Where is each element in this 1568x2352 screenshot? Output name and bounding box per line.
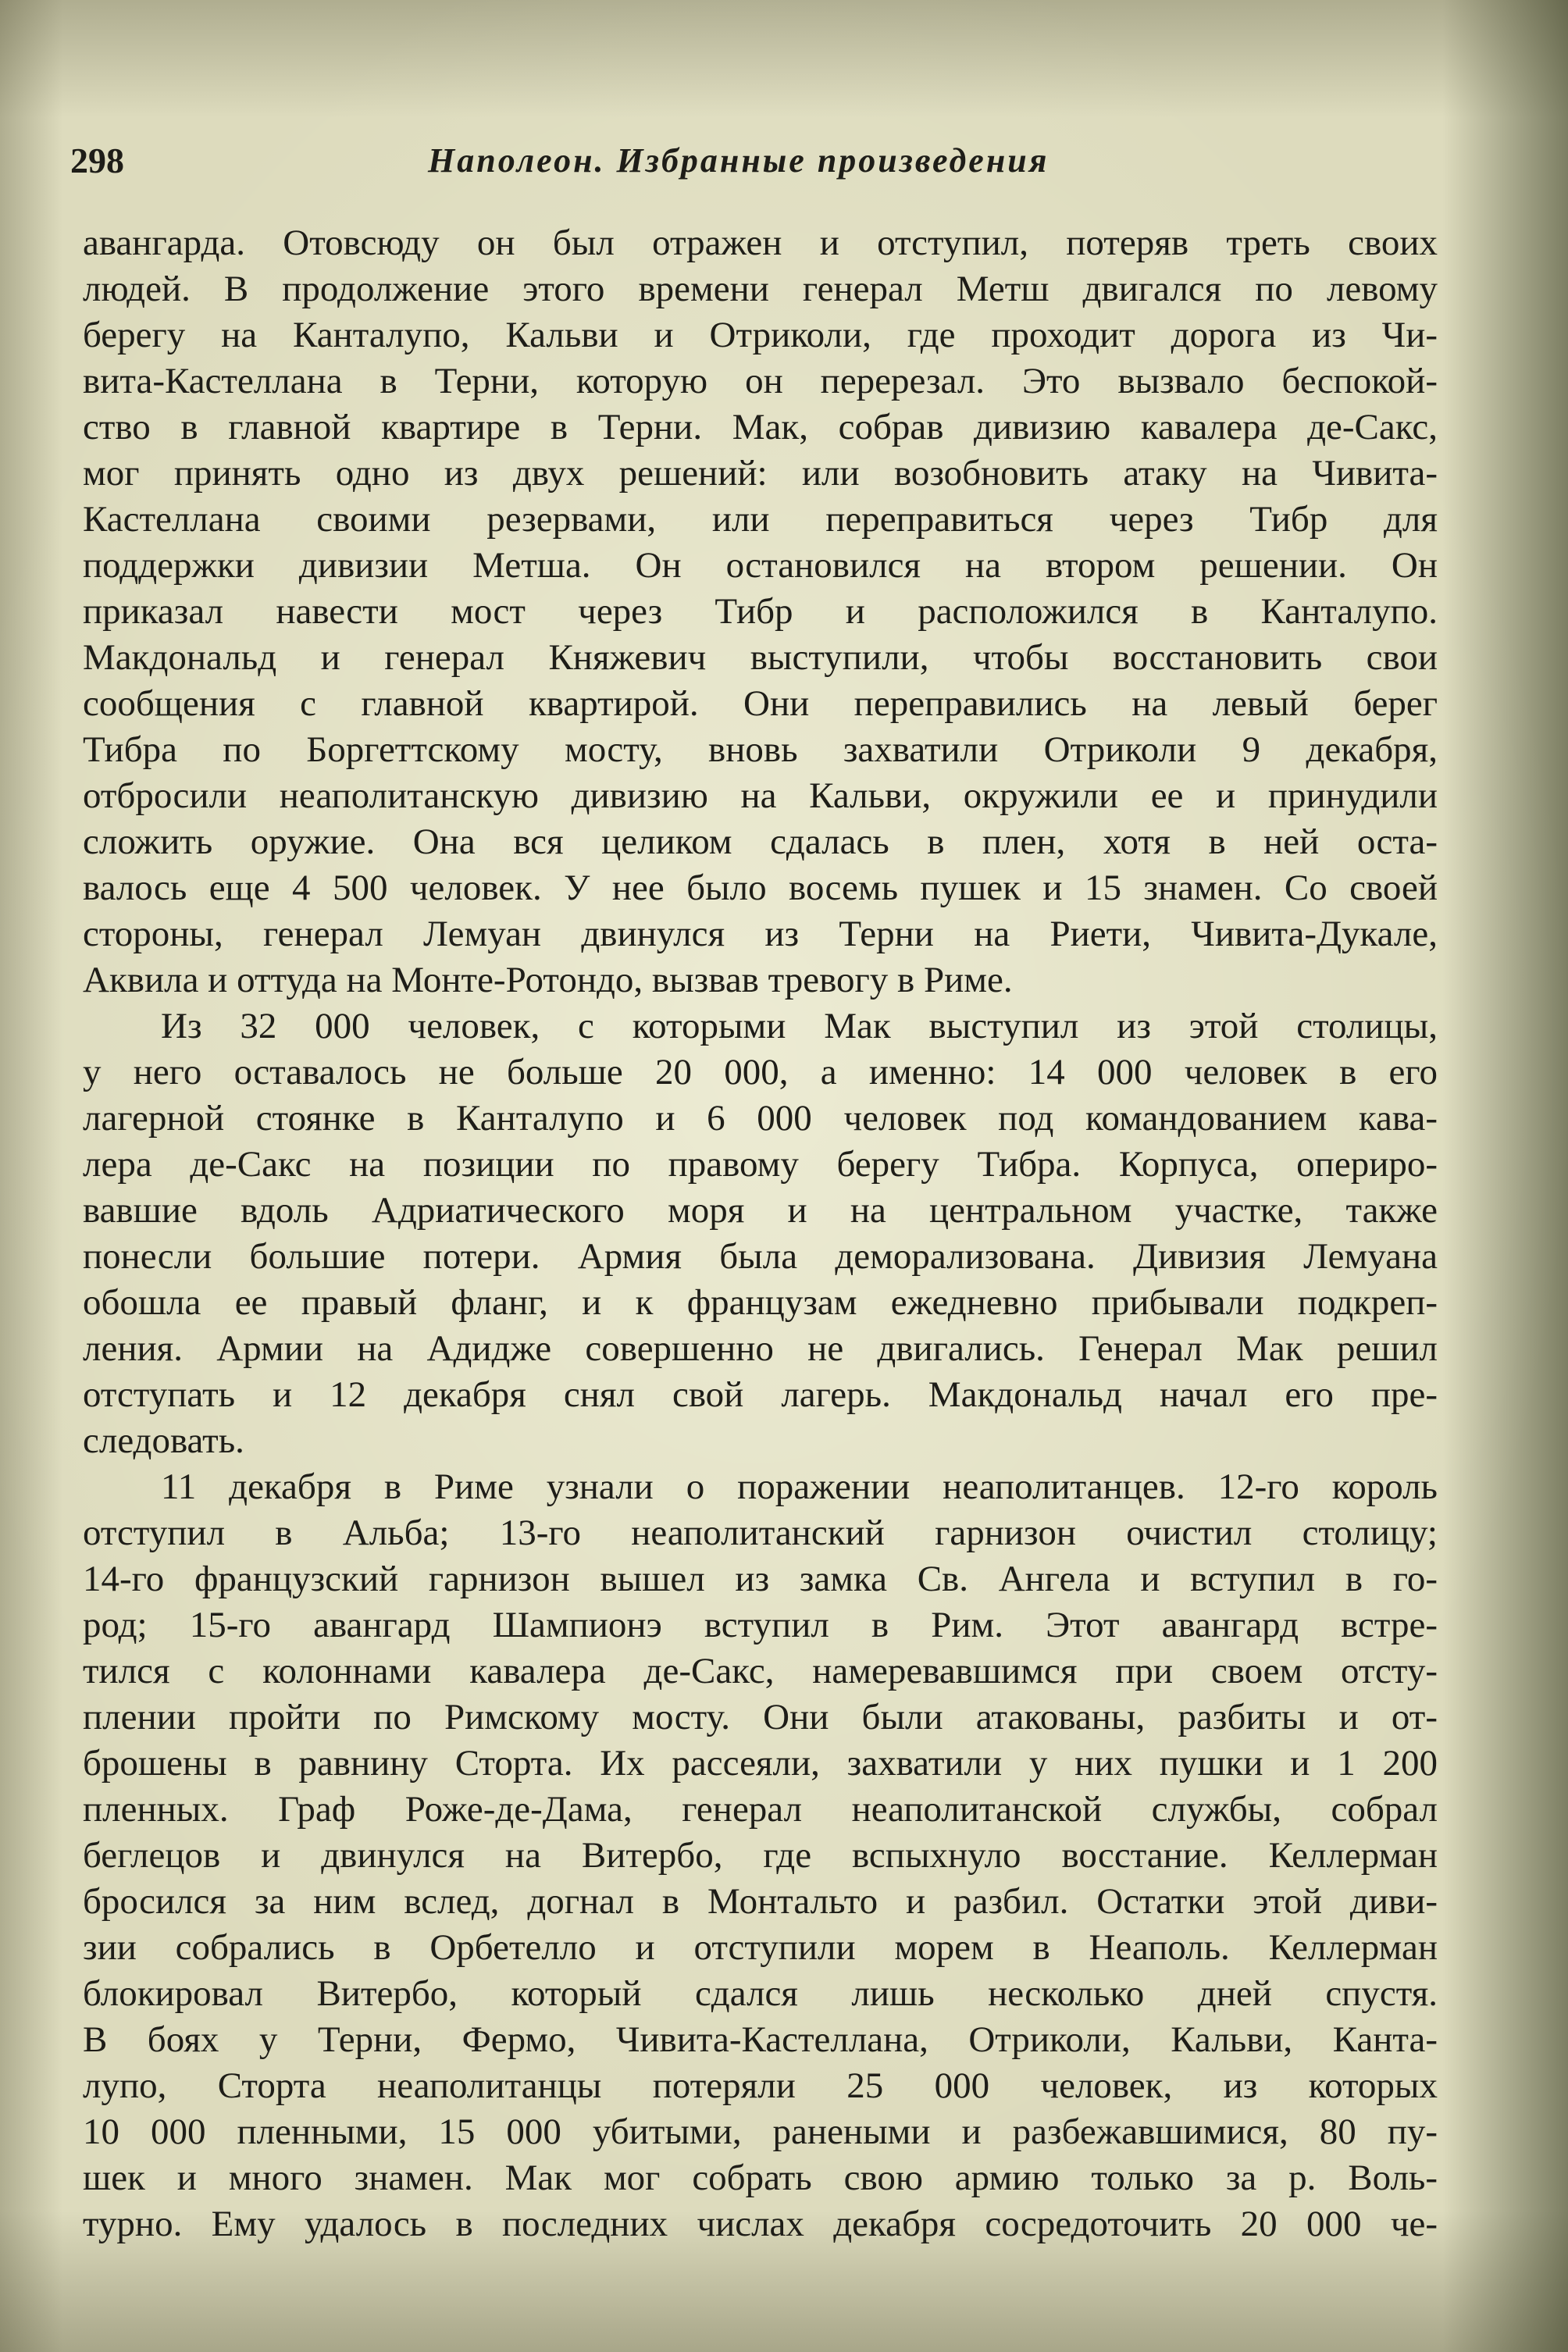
running-title: Наполеон. Избранные произведения [428,141,1049,180]
text-line: 11 декабря в Риме узнали о поражении неаполитанцев. 12-го король [161,1466,1438,1507]
text-line: бросился за ним вслед, догнал в Монтальто и разбил. Остатки этой диви- [83,1881,1438,1922]
paragraph [83,1003,1438,1464]
text-line: беглецов и двинулся на Витербо, где вспыхнуло восстание. Келлерман [83,1835,1438,1876]
text-line: В боях у Терни, Фермо, Чивита-Кастеллана, Отриколи, Кальви, Канта- [83,2019,1438,2060]
text-line: вита-Кастеллана в Терни, которую он перерезал. Это вызвало беспокой- [83,361,1438,401]
text-line: турно. Ему удалось в последних числах декабря сосредоточить 20 000 че- [83,2204,1438,2244]
text-line: Из 32 000 человек, с которыми Мак выступил из этой столицы, [161,1006,1438,1046]
text-line: следовать. [83,1420,244,1461]
text-line: ления. Армии на Адидже совершенно не двигались. Генерал Мак решил [83,1328,1438,1369]
text-line: берегу на Канталупо, Кальви и Отриколи, где проходит дорога из Чи- [83,315,1438,355]
text-line: лупо, Сторта неаполитанцы потеряли 25 000 человек, из которых [83,2065,1438,2106]
text-line: валось еще 4 500 человек. У нее было восемь пушек и 15 знамен. Со своей [83,868,1438,908]
text-line: вавшие вдоль Адриатического моря и на центральном участке, также [83,1190,1438,1231]
text-line: отбросили неаполитанскую дивизию на Кальви, окружили ее и принудили [83,775,1438,816]
text-line: тился с колоннами кавалера де-Сакс, намеревавшимся при своем отсту- [83,1651,1438,1691]
text-line: приказал навести мост через Тибр и расположился в Канталупо. [83,591,1438,632]
text-line: лера де-Сакс на позиции по правому берегу Тибра. Корпуса, опериро- [83,1144,1438,1185]
text-line: обошла ее правый фланг, и к французам ежедневно прибывали подкреп- [83,1282,1438,1323]
text-line: людей. В продолжение этого времени генерал Метш двигался по левому [83,269,1438,309]
text-line: сообщения с главной квартирой. Они переправились на левый берег [83,683,1438,724]
text-line: отступать и 12 декабря снял свой лагерь. Макдональд начал его пре- [83,1374,1438,1415]
text-line: мог принять одно из двух решений: или возобновить атаку на Чивита- [83,453,1438,494]
text-line: лагерной стоянке в Канталупо и 6 000 человек под командованием кава- [83,1098,1438,1139]
text-line: Тибра по Боргеттскому мосту, вновь захватили Отриколи 9 декабря, [83,729,1438,770]
paragraph [83,220,1438,1003]
text-line: зии собрались в Орбетелло и отступили морем в Неаполь. Келлерман [83,1927,1438,1968]
text-line: поддержки дивизии Метша. Он остановился на втором решении. Он [83,545,1438,586]
text-line: 14-го французский гарнизон вышел из замка Св. Ангела и вступил в го- [83,1559,1438,1599]
text-line: отступил в Альба; 13-го неаполитанский гарнизон очистил столицу; [83,1513,1438,1553]
text-line: блокировал Витербо, который сдался лишь несколько дней спустя. [83,1973,1438,2014]
text-line: 10 000 пленными, 15 000 убитыми, ранеными и разбежавшимися, 80 пу- [83,2111,1438,2152]
text-line: плении пройти по Римскому мосту. Они были атакованы, разбиты и от- [83,1697,1438,1737]
text-line: Кастеллана своими резервами, или переправиться через Тибр для [83,499,1438,540]
text-line: Макдональд и генерал Княжевич выступили, чтобы восстановить свои [83,637,1438,678]
text-line: сложить оружие. Она вся целиком сдалась в плен, хотя в ней оста- [83,821,1438,862]
text-line: у него оставалось не больше 20 000, а именно: 14 000 человек в его [83,1052,1438,1092]
text-line: ство в главной квартире в Терни. Мак, собрав дивизию кавалера де-Сакс, [83,407,1438,447]
text-line: род; 15-го авангард Шампионэ вступил в Рим. Этот авангард встре- [83,1605,1438,1645]
text-line: пленных. Граф Роже-де-Дама, генерал неаполитанской службы, собрал [83,1789,1438,1830]
text-line: авангарда. Отовсюду он был отражен и отступил, потеряв треть своих [83,223,1438,263]
text-line: понесли большие потери. Армия была деморализована. Дивизия Лемуана [83,1236,1438,1277]
paragraph [83,1464,1438,2247]
page-number: 298 [70,141,124,180]
text-line: Аквила и оттуда на Монте-Ротондо, вызвав тревогу в Риме. [83,960,1013,1000]
text-line: брошены в равнину Сторта. Их рассеяли, захватили у них пушки и 1 200 [83,1743,1438,1784]
text-line: стороны, генерал Лемуан двинулся из Терни на Риети, Чивита-Дукале, [83,914,1438,954]
text-line: шек и много знамен. Мак мог собрать свою армию только за р. Воль- [83,2158,1438,2198]
body-text [83,220,1438,2247]
